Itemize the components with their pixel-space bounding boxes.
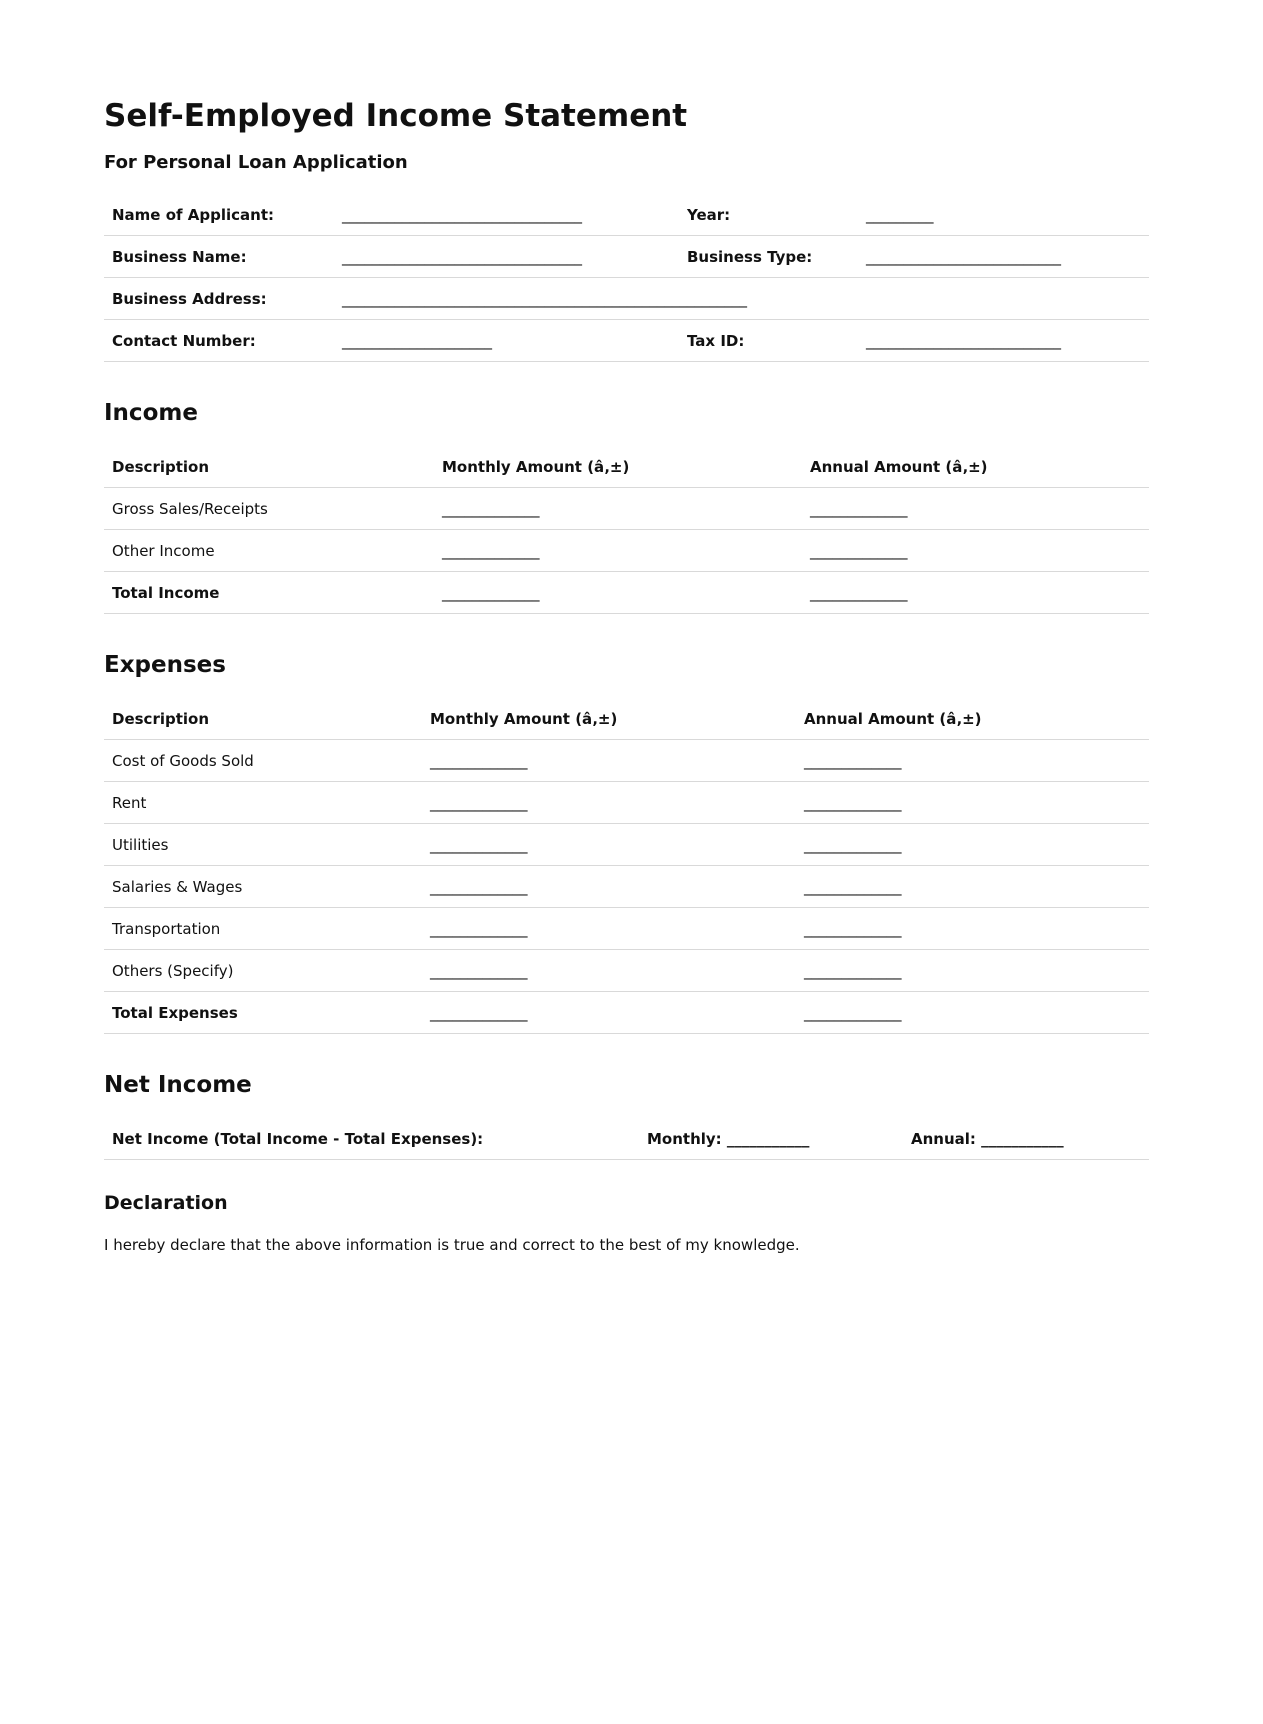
applicant-info-table (104, 194, 1149, 362)
applicant-row-name (104, 194, 1149, 236)
expenses-header-row (104, 698, 1149, 740)
income-monthly-field[interactable]: _____________ (434, 488, 802, 530)
expense-annual-field[interactable]: _____________ (796, 782, 1149, 824)
income-heading: Income (104, 400, 198, 426)
expense-monthly-field[interactable]: _____________ (422, 782, 796, 824)
net-income-label: Net Income (Total Income - Total Expenses): (104, 1118, 639, 1160)
expense-monthly-field[interactable]: _____________ (422, 866, 796, 908)
income-total-annual-field[interactable]: _____________ (802, 572, 1149, 614)
expense-row-label: Cost of Goods Sold (104, 740, 422, 782)
table-row (104, 866, 1149, 908)
expenses-col-description: Description (104, 698, 422, 740)
income-monthly-field[interactable]: _____________ (434, 530, 802, 572)
net-income-annual-field[interactable]: Annual: ___________ (903, 1118, 1149, 1160)
business-type-field[interactable]: __________________________ (858, 236, 1149, 278)
expenses-total-monthly-field[interactable]: _____________ (422, 992, 796, 1034)
net-income-table (104, 1118, 1149, 1160)
table-row (104, 740, 1149, 782)
income-total-monthly-field[interactable]: _____________ (434, 572, 802, 614)
expenses-col-annual: Annual Amount (â‚±) (796, 698, 1149, 740)
table-row (104, 908, 1149, 950)
income-col-annual: Annual Amount (â‚±) (802, 446, 1149, 488)
table-row (104, 950, 1149, 992)
expense-annual-field[interactable]: _____________ (796, 866, 1149, 908)
expense-row-label: Utilities (104, 824, 422, 866)
expense-annual-field[interactable]: _____________ (796, 950, 1149, 992)
applicant-row-business (104, 236, 1149, 278)
income-header-row (104, 446, 1149, 488)
table-row (104, 572, 1149, 614)
tax-id-field[interactable]: __________________________ (858, 320, 1149, 362)
year-label: Year: (679, 194, 858, 236)
table-row (104, 824, 1149, 866)
net-income-row (104, 1118, 1149, 1160)
expenses-total-annual-field[interactable]: _____________ (796, 992, 1149, 1034)
year-field[interactable]: _________ (858, 194, 1149, 236)
business-name-label: Business Name: (104, 236, 334, 278)
declaration-text: I hereby declare that the above information is true and correct to the best of my knowledge. (104, 1236, 800, 1254)
applicant-row-contact (104, 320, 1149, 362)
expense-row-label: Transportation (104, 908, 422, 950)
page-title: Self-Employed Income Statement (104, 98, 688, 134)
business-type-label: Business Type: (679, 236, 858, 278)
expenses-table (104, 698, 1149, 1034)
business-address-field[interactable]: ______________________________________________________ (334, 278, 1149, 320)
income-table (104, 446, 1149, 614)
name-of-applicant-field[interactable]: ________________________________ (334, 194, 679, 236)
page-subtitle: For Personal Loan Application (104, 152, 408, 173)
table-row (104, 992, 1149, 1034)
net-income-heading: Net Income (104, 1072, 252, 1098)
declaration-heading: Declaration (104, 1192, 228, 1214)
expense-monthly-field[interactable]: _____________ (422, 824, 796, 866)
net-income-monthly-field[interactable]: Monthly: ___________ (639, 1118, 903, 1160)
table-row (104, 782, 1149, 824)
expense-monthly-field[interactable]: _____________ (422, 950, 796, 992)
table-row (104, 530, 1149, 572)
expense-row-label: Salaries & Wages (104, 866, 422, 908)
expenses-heading: Expenses (104, 652, 226, 678)
expense-annual-field[interactable]: _____________ (796, 824, 1149, 866)
income-row-label: Other Income (104, 530, 434, 572)
income-col-description: Description (104, 446, 434, 488)
expense-annual-field[interactable]: _____________ (796, 908, 1149, 950)
contact-number-field[interactable]: ____________________ (334, 320, 679, 362)
income-row-label: Gross Sales/Receipts (104, 488, 434, 530)
income-annual-field[interactable]: _____________ (802, 488, 1149, 530)
business-name-field[interactable]: ________________________________ (334, 236, 679, 278)
expense-row-label: Rent (104, 782, 422, 824)
expense-annual-field[interactable]: _____________ (796, 740, 1149, 782)
applicant-row-address (104, 278, 1149, 320)
tax-id-label: Tax ID: (679, 320, 858, 362)
expense-row-label: Others (Specify) (104, 950, 422, 992)
name-of-applicant-label: Name of Applicant: (104, 194, 334, 236)
expense-monthly-field[interactable]: _____________ (422, 740, 796, 782)
expense-monthly-field[interactable]: _____________ (422, 908, 796, 950)
expenses-total-label: Total Expenses (104, 992, 422, 1034)
contact-number-label: Contact Number: (104, 320, 334, 362)
income-col-monthly: Monthly Amount (â‚±) (434, 446, 802, 488)
business-address-label: Business Address: (104, 278, 334, 320)
income-total-label: Total Income (104, 572, 434, 614)
expenses-col-monthly: Monthly Amount (â‚±) (422, 698, 796, 740)
table-row (104, 488, 1149, 530)
income-annual-field[interactable]: _____________ (802, 530, 1149, 572)
